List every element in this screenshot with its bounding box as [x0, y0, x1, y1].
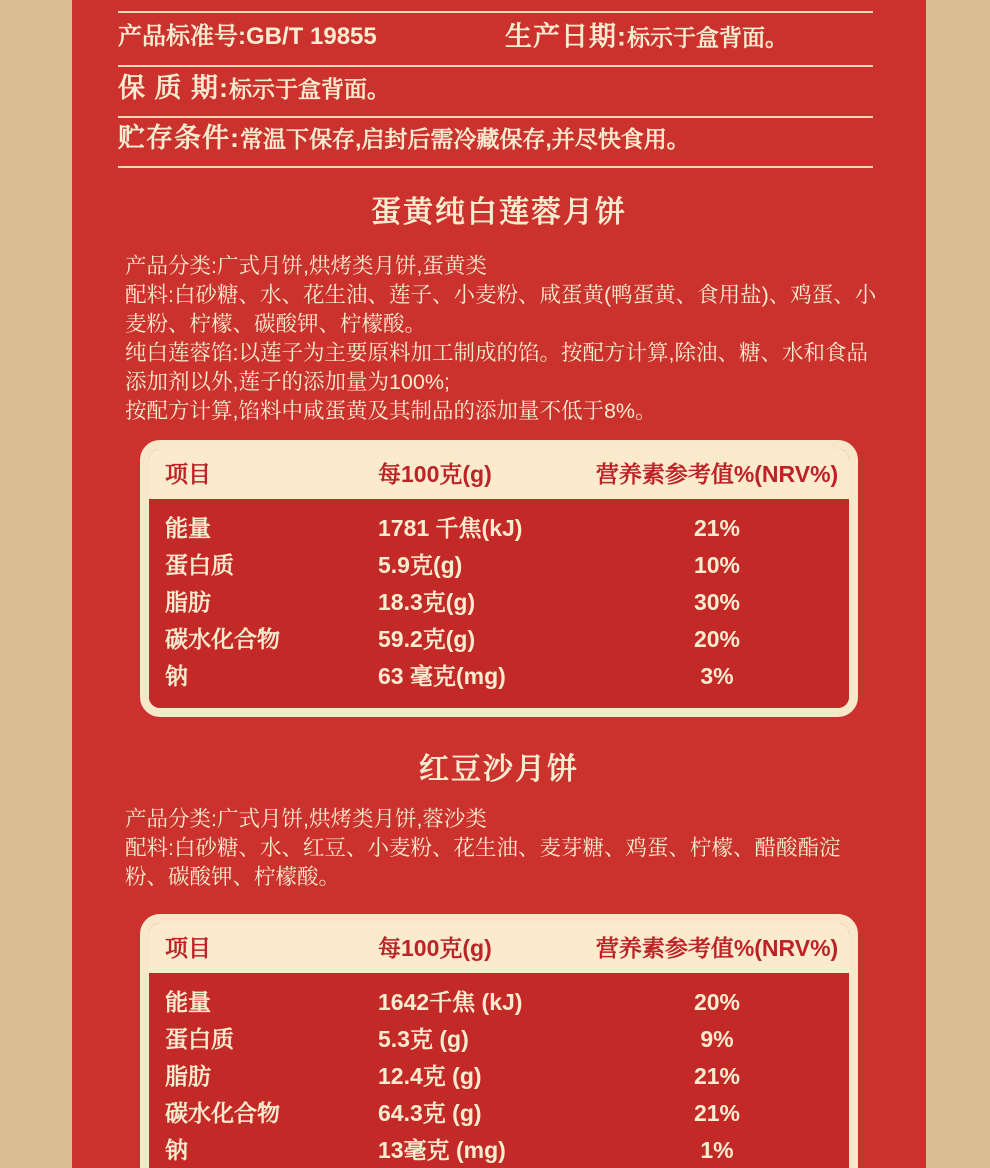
column-header-per100g: 每100克(g)	[378, 935, 492, 961]
nutrition-row	[165, 620, 849, 657]
product-section-red-bean	[72, 751, 926, 1168]
nutrition-table-body	[149, 973, 849, 1168]
nutrient-name: 能量	[165, 988, 211, 1015]
nutrient-nrv: 9%	[700, 1025, 734, 1052]
nutrition-row	[165, 983, 849, 1020]
column-header-item: 项目	[165, 461, 211, 487]
column-header-item: 项目	[165, 935, 211, 961]
nutrient-nrv: 20%	[693, 988, 741, 1015]
nutrition-table-body	[149, 499, 849, 708]
description-line: 配料:白砂糖、水、红豆、小麦粉、花生油、麦芽糖、鸡蛋、柠檬、醋酸酯淀粉、碳酸钾、柠檬酸。	[125, 836, 841, 889]
info-row-shelf-life	[118, 65, 873, 116]
product-title: 红豆沙月饼	[419, 753, 579, 786]
product-description	[125, 252, 883, 426]
nutrition-table-header	[149, 923, 849, 973]
nutrient-amount: 63 毫克(mg)	[378, 662, 506, 689]
nutrition-table	[140, 440, 858, 717]
shelf-life-label: 保 质 期:	[118, 73, 229, 103]
column-header-per100g: 每100克(g)	[378, 461, 492, 487]
shelf-life-value: 标示于盒背面。	[229, 76, 390, 102]
nutrient-name: 碳水化合物	[165, 625, 280, 652]
nutrient-amount: 1642千焦 (kJ)	[378, 988, 523, 1015]
nutrient-name: 蛋白质	[165, 551, 234, 578]
info-bar	[118, 11, 873, 168]
production-date-label: 生产日期:	[505, 21, 627, 52]
nutrient-nrv: 3%	[700, 662, 734, 689]
nutrient-amount: 18.3克(g)	[378, 588, 476, 615]
nutrient-nrv: 10%	[693, 551, 741, 578]
nutrition-row	[165, 583, 849, 620]
description-line: 纯白莲蓉馅:以莲子为主要原料加工制成的馅。按配方计算,除油、糖、水和食品添加剂以外,莲子的添加量为100%;	[125, 341, 868, 394]
nutrient-amount: 5.3克 (g)	[378, 1025, 469, 1052]
nutrient-amount: 1781 千焦(kJ)	[378, 514, 523, 541]
info-row-standard	[118, 11, 873, 65]
nutrient-amount: 59.2克(g)	[378, 625, 476, 652]
production-date	[505, 21, 788, 58]
storage-label: 贮存条件:	[118, 123, 240, 153]
nutrition-row	[165, 1094, 849, 1131]
product-title: 蛋黄纯白莲蓉月饼	[371, 196, 627, 229]
nutrient-nrv: 20%	[693, 625, 741, 652]
column-header-nrv: 营养素参考值%(NRV%)	[595, 461, 839, 487]
production-date-value: 标示于盒背面。	[627, 24, 788, 51]
nutrition-row	[165, 509, 849, 546]
nutrient-amount: 13毫克 (mg)	[378, 1136, 506, 1163]
description-line: 产品分类:广式月饼,烘烤类月饼,蛋黄类	[125, 254, 487, 278]
standard-number-value: GB/T 19855	[246, 23, 377, 50]
description-line: 按配方计算,馅料中咸蛋黄及其制品的添加量不低于8%。	[125, 399, 657, 423]
nutrient-amount: 5.9克(g)	[378, 551, 463, 578]
nutrient-name: 蛋白质	[165, 1025, 234, 1052]
nutrition-row	[165, 657, 849, 694]
standard-number-label: 产品标准号:	[118, 23, 246, 50]
nutrient-nrv: 21%	[693, 1062, 741, 1089]
nutrient-name: 碳水化合物	[165, 1099, 280, 1126]
nutrition-row	[165, 546, 849, 583]
nutrition-row	[165, 1020, 849, 1057]
nutrient-nrv: 21%	[693, 514, 741, 541]
nutrient-name: 能量	[165, 514, 211, 541]
standard-number	[118, 23, 377, 50]
description-line: 配料:白砂糖、水、花生油、莲子、小麦粉、咸蛋黄(鸭蛋黄、食用盐)、鸡蛋、小麦粉、柠檬、碳酸钾、柠檬酸。	[125, 283, 877, 336]
nutrition-row	[165, 1057, 849, 1094]
nutrient-amount: 12.4克 (g)	[378, 1062, 482, 1089]
nutrition-row	[165, 1131, 849, 1168]
nutrition-table	[140, 914, 858, 1168]
nutrient-name: 钠	[165, 662, 188, 689]
storage-value: 常温下保存,启封后需冷藏保存,并尽快食用。	[240, 126, 690, 152]
nutrient-name: 脂肪	[165, 588, 211, 615]
nutrient-nrv: 1%	[700, 1136, 734, 1163]
description-line: 产品分类:广式月饼,烘烤类月饼,蓉沙类	[125, 807, 487, 831]
nutrient-name: 钠	[165, 1136, 188, 1163]
product-info-panel	[72, 0, 926, 1168]
nutrient-nrv: 21%	[693, 1099, 741, 1126]
nutrition-table-header	[149, 449, 849, 499]
product-description	[125, 805, 883, 892]
product-section-lotus-egg-yolk	[72, 194, 926, 717]
info-row-storage	[118, 116, 873, 166]
nutrient-amount: 64.3克 (g)	[378, 1099, 482, 1126]
nutrient-nrv: 30%	[693, 588, 741, 615]
column-header-nrv: 营养素参考值%(NRV%)	[595, 935, 839, 961]
nutrient-name: 脂肪	[165, 1062, 211, 1089]
